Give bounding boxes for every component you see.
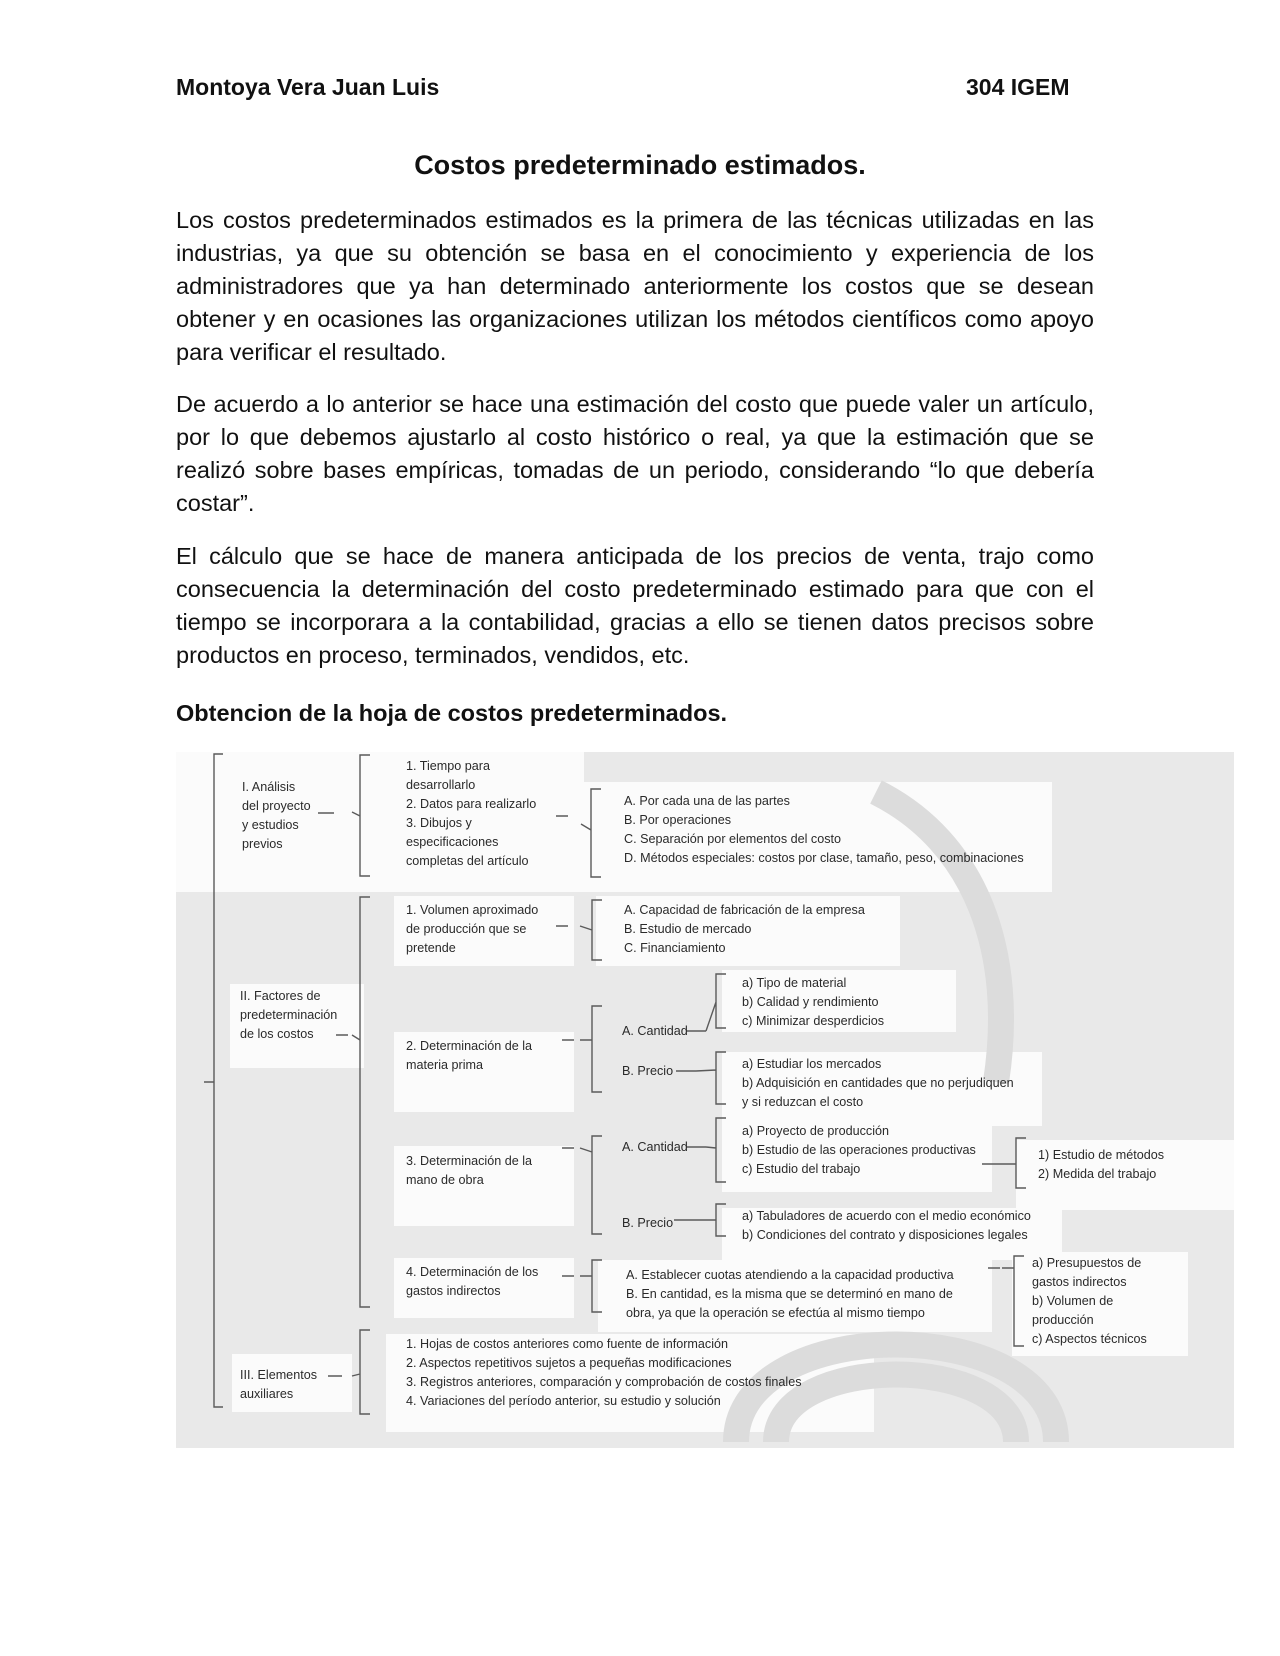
s3-bracket: [328, 1330, 370, 1414]
s1-item-3b: especificaciones: [406, 835, 499, 849]
s2-i4-1: 4. Determinación de los: [406, 1265, 539, 1279]
author-name: Montoya Vera Juan Luis: [176, 74, 440, 100]
s2-i2b-b: b) Adquisición en cantidades que no perjudiquen: [742, 1076, 1014, 1090]
s2-i2-bracket: [562, 1006, 602, 1092]
s3-item-2: 2. Aspectos repetitivos sujetos a pequeñas modificaciones: [406, 1356, 732, 1370]
s2-i3a-label: A. Cantidad: [622, 1140, 688, 1154]
s2-i3ab-1: 1) Estudio de métodos: [1038, 1148, 1165, 1162]
s1-sub-b: B. Por operaciones: [624, 813, 732, 827]
s1-item-3: 3. Dibujos y: [406, 816, 472, 830]
s1-sub-a: A. Por cada una de las partes: [624, 794, 790, 808]
s2-i4a-a2: gastos indirectos: [1032, 1275, 1127, 1289]
s2-i1sub-b: B. Estudio de mercado: [624, 922, 752, 936]
s2-i2a-label: A. Cantidad: [622, 1024, 688, 1038]
s2-i4a-bracket: [988, 1256, 1024, 1346]
s2-bracket: [336, 897, 370, 1307]
s2-i2b-a: a) Estudiar los mercados: [742, 1057, 882, 1071]
s2-i2a-b: b) Calidad y rendimiento: [742, 995, 879, 1009]
s2-i4a-a: a) Presupuestos de: [1032, 1256, 1142, 1270]
s2-i4a-b2: producción: [1032, 1313, 1094, 1327]
page-title: Costos predeterminado estimados.: [414, 150, 866, 180]
s2-i2b-label: B. Precio: [622, 1064, 674, 1078]
section-subtitle: Obtencion de la hoja de costos predeterminados.: [176, 700, 728, 726]
s3-item-4: 4. Variaciones del período anterior, su estudio y solución: [406, 1394, 721, 1408]
s1-label-3: y estudios: [242, 818, 299, 832]
s2-label-1: II. Factores de: [240, 989, 321, 1003]
s2-i1-bracket: [556, 900, 602, 960]
s2-label-2: predeterminación: [240, 1008, 338, 1022]
s2-i3-1: 3. Determinación de la: [406, 1154, 533, 1168]
s2-i4-2: gastos indirectos: [406, 1284, 501, 1298]
s1-sub-c: C. Separación por elementos del costo: [624, 832, 842, 846]
s1-label-1: I. Análisis: [242, 780, 296, 794]
s2-i2a-bracket: [686, 974, 726, 1031]
s1-item-1: 1. Tiempo para: [406, 759, 491, 773]
group-code: 304 IGEM: [966, 74, 1070, 100]
s2-i1-1: 1. Volumen aproximado: [406, 903, 539, 917]
s1-item-2: 2. Datos para realizarlo: [406, 797, 537, 811]
s2-i4a-b: b) Volumen de: [1032, 1294, 1114, 1308]
s1-bracket: [318, 755, 370, 876]
s2-i4-b: B. En cantidad, es la misma que se determinó en mano de: [626, 1287, 953, 1301]
s2-i1-3: pretende: [406, 941, 456, 955]
s2-i2-2: materia prima: [406, 1058, 483, 1072]
s2-i3ab-bracket: [982, 1138, 1026, 1188]
watermark-arc-2: [776, 1375, 1016, 1443]
s2-i3b-a: a) Tabuladores de acuerdo con el medio económico: [742, 1209, 1031, 1223]
s2-i2b-bracket: [676, 1052, 726, 1104]
s1-sub-d: D. Métodos especiales: costos por clase, tamaño, peso, combinaciones: [624, 851, 1024, 865]
s2-i3-2: mano de obra: [406, 1173, 484, 1187]
s2-i2a-a: a) Tipo de material: [742, 976, 847, 990]
s1-label-2: del proyecto: [242, 799, 311, 813]
s3-label-1: III. Elementos: [240, 1368, 317, 1382]
s2-i4-b2: obra, ya que la operación se efectúa al mismo tiempo: [626, 1306, 925, 1320]
s2-i3b-label: B. Precio: [622, 1216, 674, 1230]
s3-item-1: 1. Hojas de costos anteriores como fuente de información: [406, 1337, 729, 1351]
s2-i4a-c: c) Aspectos técnicos: [1032, 1332, 1147, 1346]
s3-label-2: auxiliares: [240, 1387, 294, 1401]
s2-i3a-b: b) Estudio de las operaciones productivas: [742, 1143, 976, 1157]
s1-item-3c: completas del artículo: [406, 854, 529, 868]
paragraph-2: De acuerdo a lo anterior se hace una estimación del costo que puede valer un artículo, por lo que debemos ajustarlo al costo histórico o real, ya que la estimación que se realizó sobre bases empíricas, tomadas de un periodo, considerando “lo que debería costar”.: [176, 391, 1094, 516]
s2-i1-2: de producción que se: [406, 922, 527, 936]
s2-i3b-b: b) Condiciones del contrato y disposiciones legales: [742, 1228, 1028, 1242]
s1-item-1b: desarrollarlo: [406, 778, 476, 792]
s2-i2a-c: c) Minimizar desperdicios: [742, 1014, 885, 1028]
s2-label-3: de los costos: [240, 1027, 314, 1041]
watermark-arc-3: [876, 792, 1001, 1082]
s2-i1sub-a: A. Capacidad de fabricación de la empresa: [624, 903, 865, 917]
s1-label-4: previos: [242, 837, 283, 851]
s2-i3ab-2: 2) Medida del trabajo: [1038, 1167, 1157, 1181]
cost-sheet-diagram: [176, 752, 1234, 1448]
s2-i3a-bracket: [686, 1118, 726, 1182]
s2-i3a-a: a) Proyecto de producción: [742, 1124, 890, 1138]
s2-i4-a: A. Establecer cuotas atendiendo a la capacidad productiva: [626, 1268, 954, 1282]
s2-i2-1: 2. Determinación de la: [406, 1039, 533, 1053]
s2-i4-bracket: [562, 1260, 602, 1312]
paragraph-3: El cálculo que se hace de manera anticipada de los precios de venta, trajo como consecuencia la determinación del costo predeterminado estimado para que con el tiempo se incorporara a la contabilidad, gracias a ello se tienen datos precisos sobre productos en proceso, terminados, vendidos, etc.: [176, 543, 1094, 668]
s3-item-3: 3. Registros anteriores, comparación y comprobación de costos finales: [406, 1375, 802, 1389]
s2-i3b-bracket: [674, 1204, 726, 1236]
s2-i3-bracket: [562, 1136, 602, 1234]
paragraph-1: Los costos predeterminados estimados es la primera de las técnicas utilizadas en las industrias, ya que su obtención se basa en el conocimiento y experiencia de los administradores que ya han determinado anteriormente los costos que se desean obtener y en ocasiones las organizaciones utilizan los métodos científicos como apoyo para verificar el resultado.: [176, 207, 1094, 365]
s1-sub-bracket: [556, 789, 601, 877]
main-bracket: [204, 754, 223, 1407]
s2-i3a-c: c) Estudio del trabajo: [742, 1162, 861, 1176]
s2-i1sub-c: C. Financiamiento: [624, 941, 726, 955]
s2-i2b-b2: y si reduzcan el costo: [742, 1095, 864, 1109]
